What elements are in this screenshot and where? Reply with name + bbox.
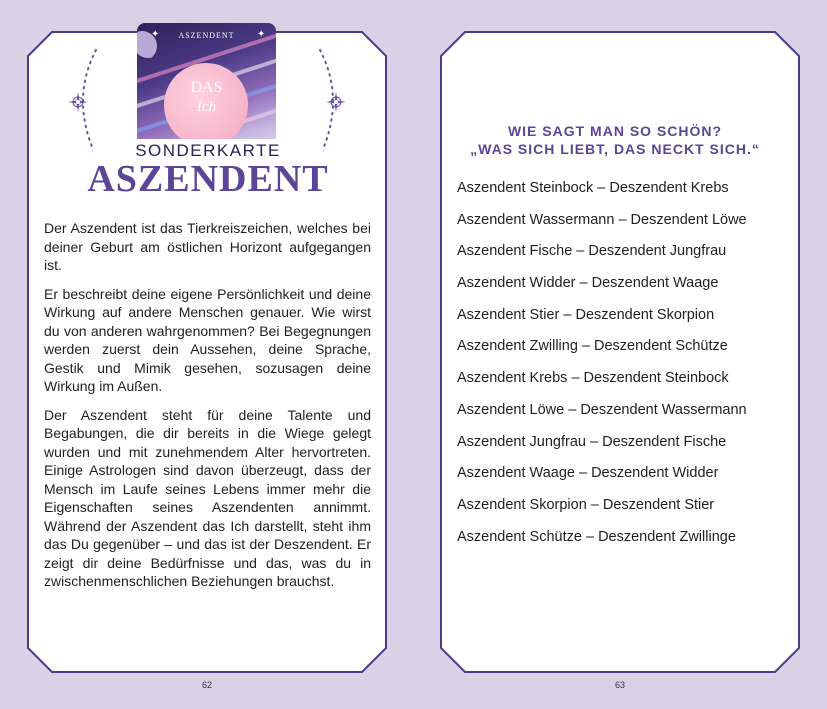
list-item: Aszendent Löwe – Deszendent Wassermann: [457, 401, 747, 418]
list-item: Aszendent Wassermann – Deszendent Löwe: [457, 211, 747, 228]
list-item: Aszendent Steinbock – Deszendent Krebs: [457, 180, 729, 196]
card-title: ASZENDENT: [178, 31, 235, 40]
list-item: Aszendent Zwilling – Deszendent Schütze: [457, 338, 728, 355]
page-number-right: 63: [614, 680, 625, 690]
list-item: Aszendent Stier – Deszendent Skorpion: [457, 306, 715, 323]
list-item: Aszendent Widder – Deszendent Waage: [457, 275, 719, 292]
card-word-ich: Ich: [196, 99, 217, 115]
paragraph: Er beschreibt deine eigene Persönlichkeit und deine Wirkung auf andere Menschen genauer. Wie wirst du von anderen wahrgenommen? Bei Begegnungen werden zuerst dein Aussehen, deine Sprache, Gestik und Mimik gesehen, sozusagen deine Wirkung im Außen.: [44, 285, 371, 394]
page-title: ASZENDENT: [87, 158, 329, 200]
list-item: Aszendent Jungfrau – Deszendent Fische: [457, 433, 727, 450]
paragraph: Der Aszendent ist das Tierkreiszeichen, welches bei deiner Geburt am östlichen Horizont aufgegangen ist.: [44, 220, 371, 273]
list-item: Aszendent Fische – Deszendent Jungfrau: [457, 243, 727, 260]
aszendent-pair-list: [457, 178, 777, 558]
star-icon: ✦: [257, 29, 266, 40]
card-word-das: DAS: [190, 79, 223, 96]
section-heading: [455, 122, 775, 158]
star-icon: ✦: [151, 29, 160, 40]
list-item: Aszendent Schütze – Deszendent Zwillinge: [457, 528, 736, 545]
list-item: Aszendent Waage – Deszendent Widder: [457, 465, 719, 482]
paragraph: Der Aszendent steht für deine Talente und Begabungen, die dir bereits in die Wiege gelegt wurden und mit zunehmendem Alter hervortreten. Einige Astrologen sind davon überzeugt, dass der Mensch im Laufe seines Lebens immer mehr die Eigenschaften seines Aszendenten annimmt. Während der Aszendent das Ich darstellt, steht ihm das Du gegenüber – und das ist der Deszendent. Er zeigt dir deine Bedürfnisse und das, was du in zwischenmenschlichen Beziehungen brauchst.: [44, 406, 371, 589]
body-text: [44, 219, 371, 601]
heading-line: „WAS SICH LIEBT, DAS NECKT SICH.“: [470, 141, 760, 157]
page-kicker: SONDERKARTE: [93, 139, 323, 161]
list-item: Aszendent Skorpion – Deszendent Stier: [457, 496, 715, 513]
page-number-left: 62: [201, 680, 212, 690]
list-item: Aszendent Krebs – Deszendent Steinbock: [457, 370, 729, 387]
heading-line: WIE SAGT MAN SO SCHÖN?: [507, 123, 723, 139]
